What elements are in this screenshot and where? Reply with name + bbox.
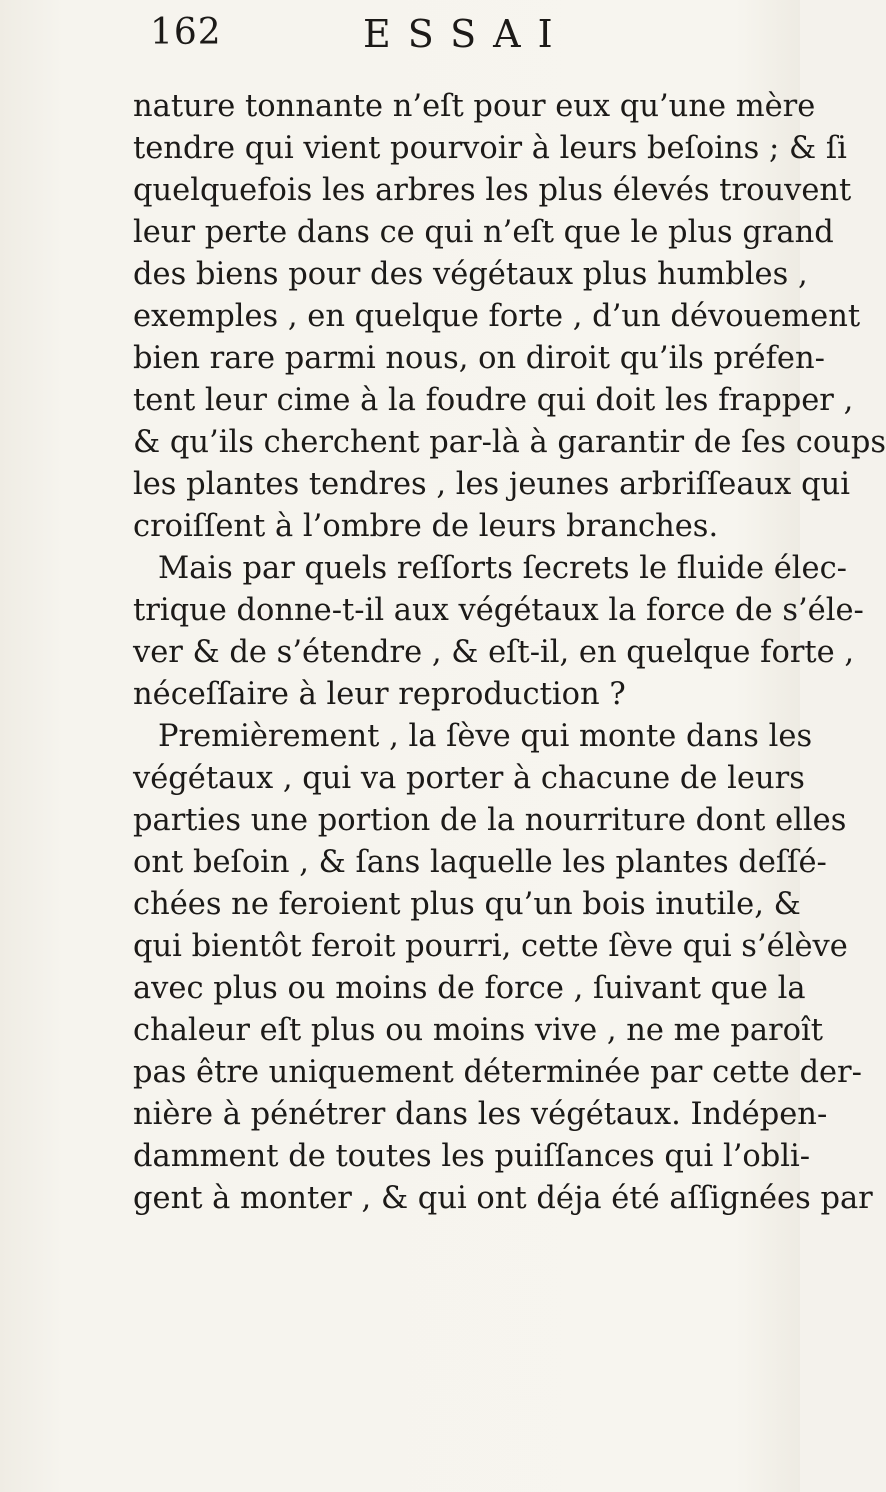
text-line: des biens pour des végétaux plus humbles , xyxy=(133,257,808,292)
paragraph-start-line: Premièrement , la ſève qui monte dans les xyxy=(158,719,813,754)
text-line: végétaux , qui va porter à chacune de leurs xyxy=(133,761,805,796)
text-line: les plantes tendres , les jeunes arbriſſeaux qui xyxy=(133,467,850,502)
text-line: gent à monter , & qui ont déja été aſſignées par xyxy=(133,1181,873,1216)
text-line: & qu’ils cherchent par-là à garantir de ſes coups xyxy=(133,425,886,460)
text-line: quelquefois les arbres les plus élevés trouvent xyxy=(133,173,852,208)
page-header xyxy=(150,12,750,72)
text-line: croiſſent à l’ombre de leurs branches. xyxy=(133,509,719,544)
text-line: parties une portion de la nourriture dont elles xyxy=(133,803,847,838)
text-line: avec plus ou moins de force , ſuivant que la xyxy=(133,971,806,1006)
text-line: nière à pénétrer dans les végétaux. Indépen- xyxy=(133,1097,828,1132)
running-head: ESSAI xyxy=(363,12,570,56)
text-line: damment de toutes les puiſſances qui l’obli- xyxy=(133,1139,811,1174)
text-line: chaleur eſt plus ou moins vive , ne me paroît xyxy=(133,1013,823,1048)
text-line: chées ne feroient plus qu’un bois inutile, & xyxy=(133,887,801,922)
text-line: exemples , en quelque forte , d’un dévouement xyxy=(133,299,861,334)
text-line: bien rare parmi nous, on diroit qu’ils préfen- xyxy=(133,341,825,376)
text-line: ont beſoin , & ſans laquelle les plantes deſſé- xyxy=(133,845,827,880)
paragraph-start-line: Mais par quels reſſorts ſecrets le fluide élec- xyxy=(158,551,847,586)
page-number: 162 xyxy=(150,12,222,53)
text-line: ver & de s’étendre , & eſt-il, en quelque forte , xyxy=(133,635,855,670)
body-text xyxy=(133,86,886,1220)
text-line: leur perte dans ce qui n’eſt que le plus grand xyxy=(133,215,834,250)
text-line: trique donne-t-il aux végétaux la force de s’éle- xyxy=(133,593,864,628)
text-line: nature tonnante n’eſt pour eux qu’une mère xyxy=(133,89,816,124)
text-line: tent leur cime à la foudre qui doit les frapper , xyxy=(133,383,854,418)
text-line: pas être uniquement déterminée par cette der- xyxy=(133,1055,862,1090)
text-line: qui bientôt feroit pourri, cette ſève qui s’élève xyxy=(133,929,848,964)
text-line: tendre qui vient pourvoir à leurs beſoins ; & ſi xyxy=(133,131,847,166)
text-line: néceſſaire à leur reproduction ? xyxy=(133,677,626,712)
